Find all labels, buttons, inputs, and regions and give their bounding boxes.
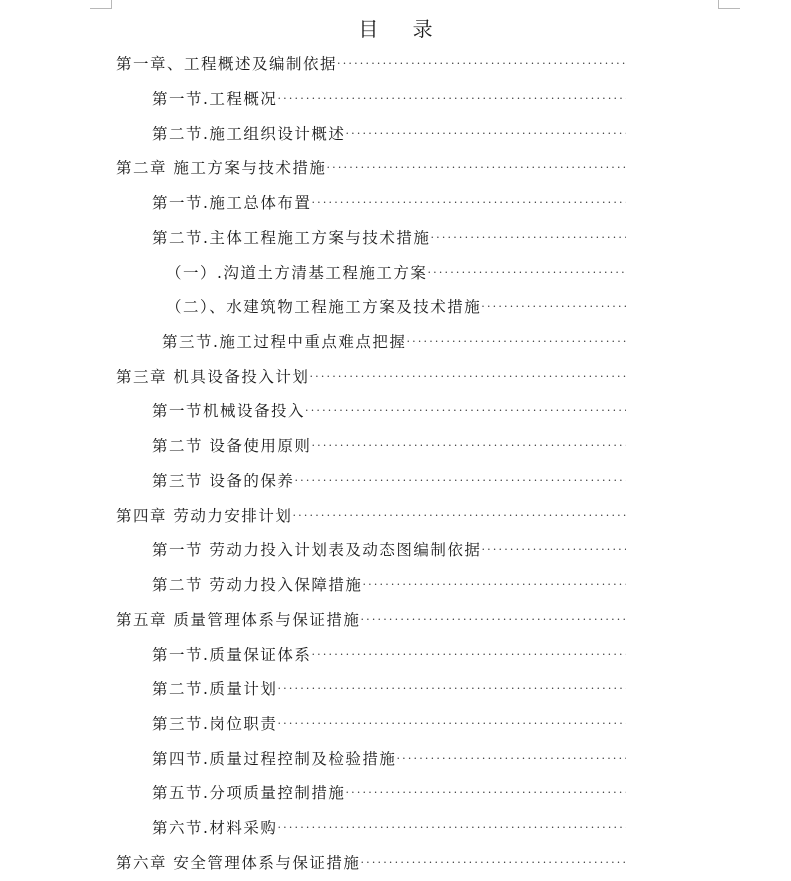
toc-leader-dots [345,127,626,144]
toc-entry[interactable] [116,363,626,387]
toc-leader-dots [427,266,626,283]
toc-entry-text: 第三节.施工过程中重点难点把握 [162,333,407,351]
toc-entry-text: 第一章、工程概述及编制依据 [116,55,338,73]
toc-entry-text: 第二章 施工方案与技术措施 [116,159,327,177]
toc-entry-text: 第一节.工程概况 [152,90,278,108]
toc-entry-text: 第二节 劳动力投入保障措施 [152,576,363,594]
toc-entry-text: 第五节.分项质量控制措施 [152,784,346,802]
toc-leader-dots [277,682,626,699]
toc-entry-text: 第四节.质量过程控制及检验措施 [152,750,397,768]
toc-entry[interactable] [152,710,626,734]
toc-entry[interactable] [152,189,626,213]
toc-entry[interactable] [162,328,626,352]
toc-entry[interactable] [152,224,626,248]
toc-entry[interactable] [152,467,626,491]
toc-entry-text: 第四章 劳动力安排计划 [116,507,293,525]
toc-leader-dots [311,648,626,665]
toc-leader-dots [396,752,626,769]
toc-leader-dots [345,786,626,803]
toc-entry-text: 第一节.质量保证体系 [152,646,312,664]
toc-entry-text: 第六节.材料采购 [152,819,278,837]
toc-leader-dots [311,196,626,213]
toc-leader-dots [337,57,626,74]
toc-entry[interactable] [166,259,626,283]
toc-entry-text: 第三节 设备的保养 [152,472,295,490]
toc-leader-dots [277,821,626,838]
toc-entry-text: 第三节.岗位职责 [152,715,278,733]
page-corner-mark-left-vertical [111,0,112,8]
toc-entry-text: 第二节 设备使用原则 [152,437,312,455]
toc-leader-dots [406,335,626,352]
toc-entry[interactable] [152,397,626,421]
toc-entry[interactable] [152,571,626,595]
toc-leader-dots [294,474,626,491]
toc-entry[interactable] [152,641,626,665]
toc-leader-dots [481,543,626,560]
toc-leader-dots [277,92,626,109]
toc-title: 目 录 [358,17,447,41]
toc-entry-text: 第二节.质量计划 [152,680,278,698]
toc-entry[interactable] [152,120,626,144]
toc-entry-text: 第一节.施工总体布置 [152,194,312,212]
toc-entry[interactable] [152,814,626,838]
toc-entry[interactable] [152,536,626,560]
toc-leader-dots [430,231,626,248]
toc-entry[interactable] [152,85,626,109]
page-corner-mark-right [718,0,740,9]
toc-entry[interactable] [166,293,626,317]
toc-entry[interactable] [116,154,626,178]
toc-entry[interactable] [116,502,626,526]
toc-entry[interactable] [116,50,626,74]
toc-leader-dots [326,161,626,178]
toc-entry[interactable] [152,779,626,803]
toc-leader-dots [305,404,626,421]
toc-entry-text: 第五章 质量管理体系与保证措施 [116,611,361,629]
toc-leader-dots [277,717,626,734]
toc-leader-dots [360,856,626,873]
toc-entry[interactable] [152,745,626,769]
toc-leader-dots [362,578,626,595]
toc-entry-text: 第一节 劳动力投入计划表及动态图编制依据 [152,541,482,559]
toc-leader-dots [292,509,626,526]
toc-leader-dots [311,439,626,456]
toc-entry[interactable] [152,675,626,699]
toc-entry-text: 第二节.主体工程施工方案与技术措施 [152,229,431,247]
toc-entry[interactable] [116,849,626,873]
toc-entry-text: 第一节机械设备投入 [152,402,306,420]
toc-entry[interactable] [116,606,626,630]
page-corner-mark-right-vertical [718,0,719,8]
toc-entry-text: 第三章 机具设备投入计划 [116,368,310,386]
page-corner-mark-left [90,0,112,9]
toc-entry-text: （一）.沟道土方清基工程施工方案 [166,264,428,282]
toc-leader-dots [481,300,626,317]
toc-entry-text: 第二节.施工组织设计概述 [152,125,346,143]
toc-entry-text: 第六章 安全管理体系与保证措施 [116,854,361,872]
toc-entry[interactable] [152,432,626,456]
toc-entry-text: （二）、水建筑物工程施工方案及技术措施 [166,298,482,316]
toc-leader-dots [360,613,626,630]
toc-leader-dots [309,370,626,387]
